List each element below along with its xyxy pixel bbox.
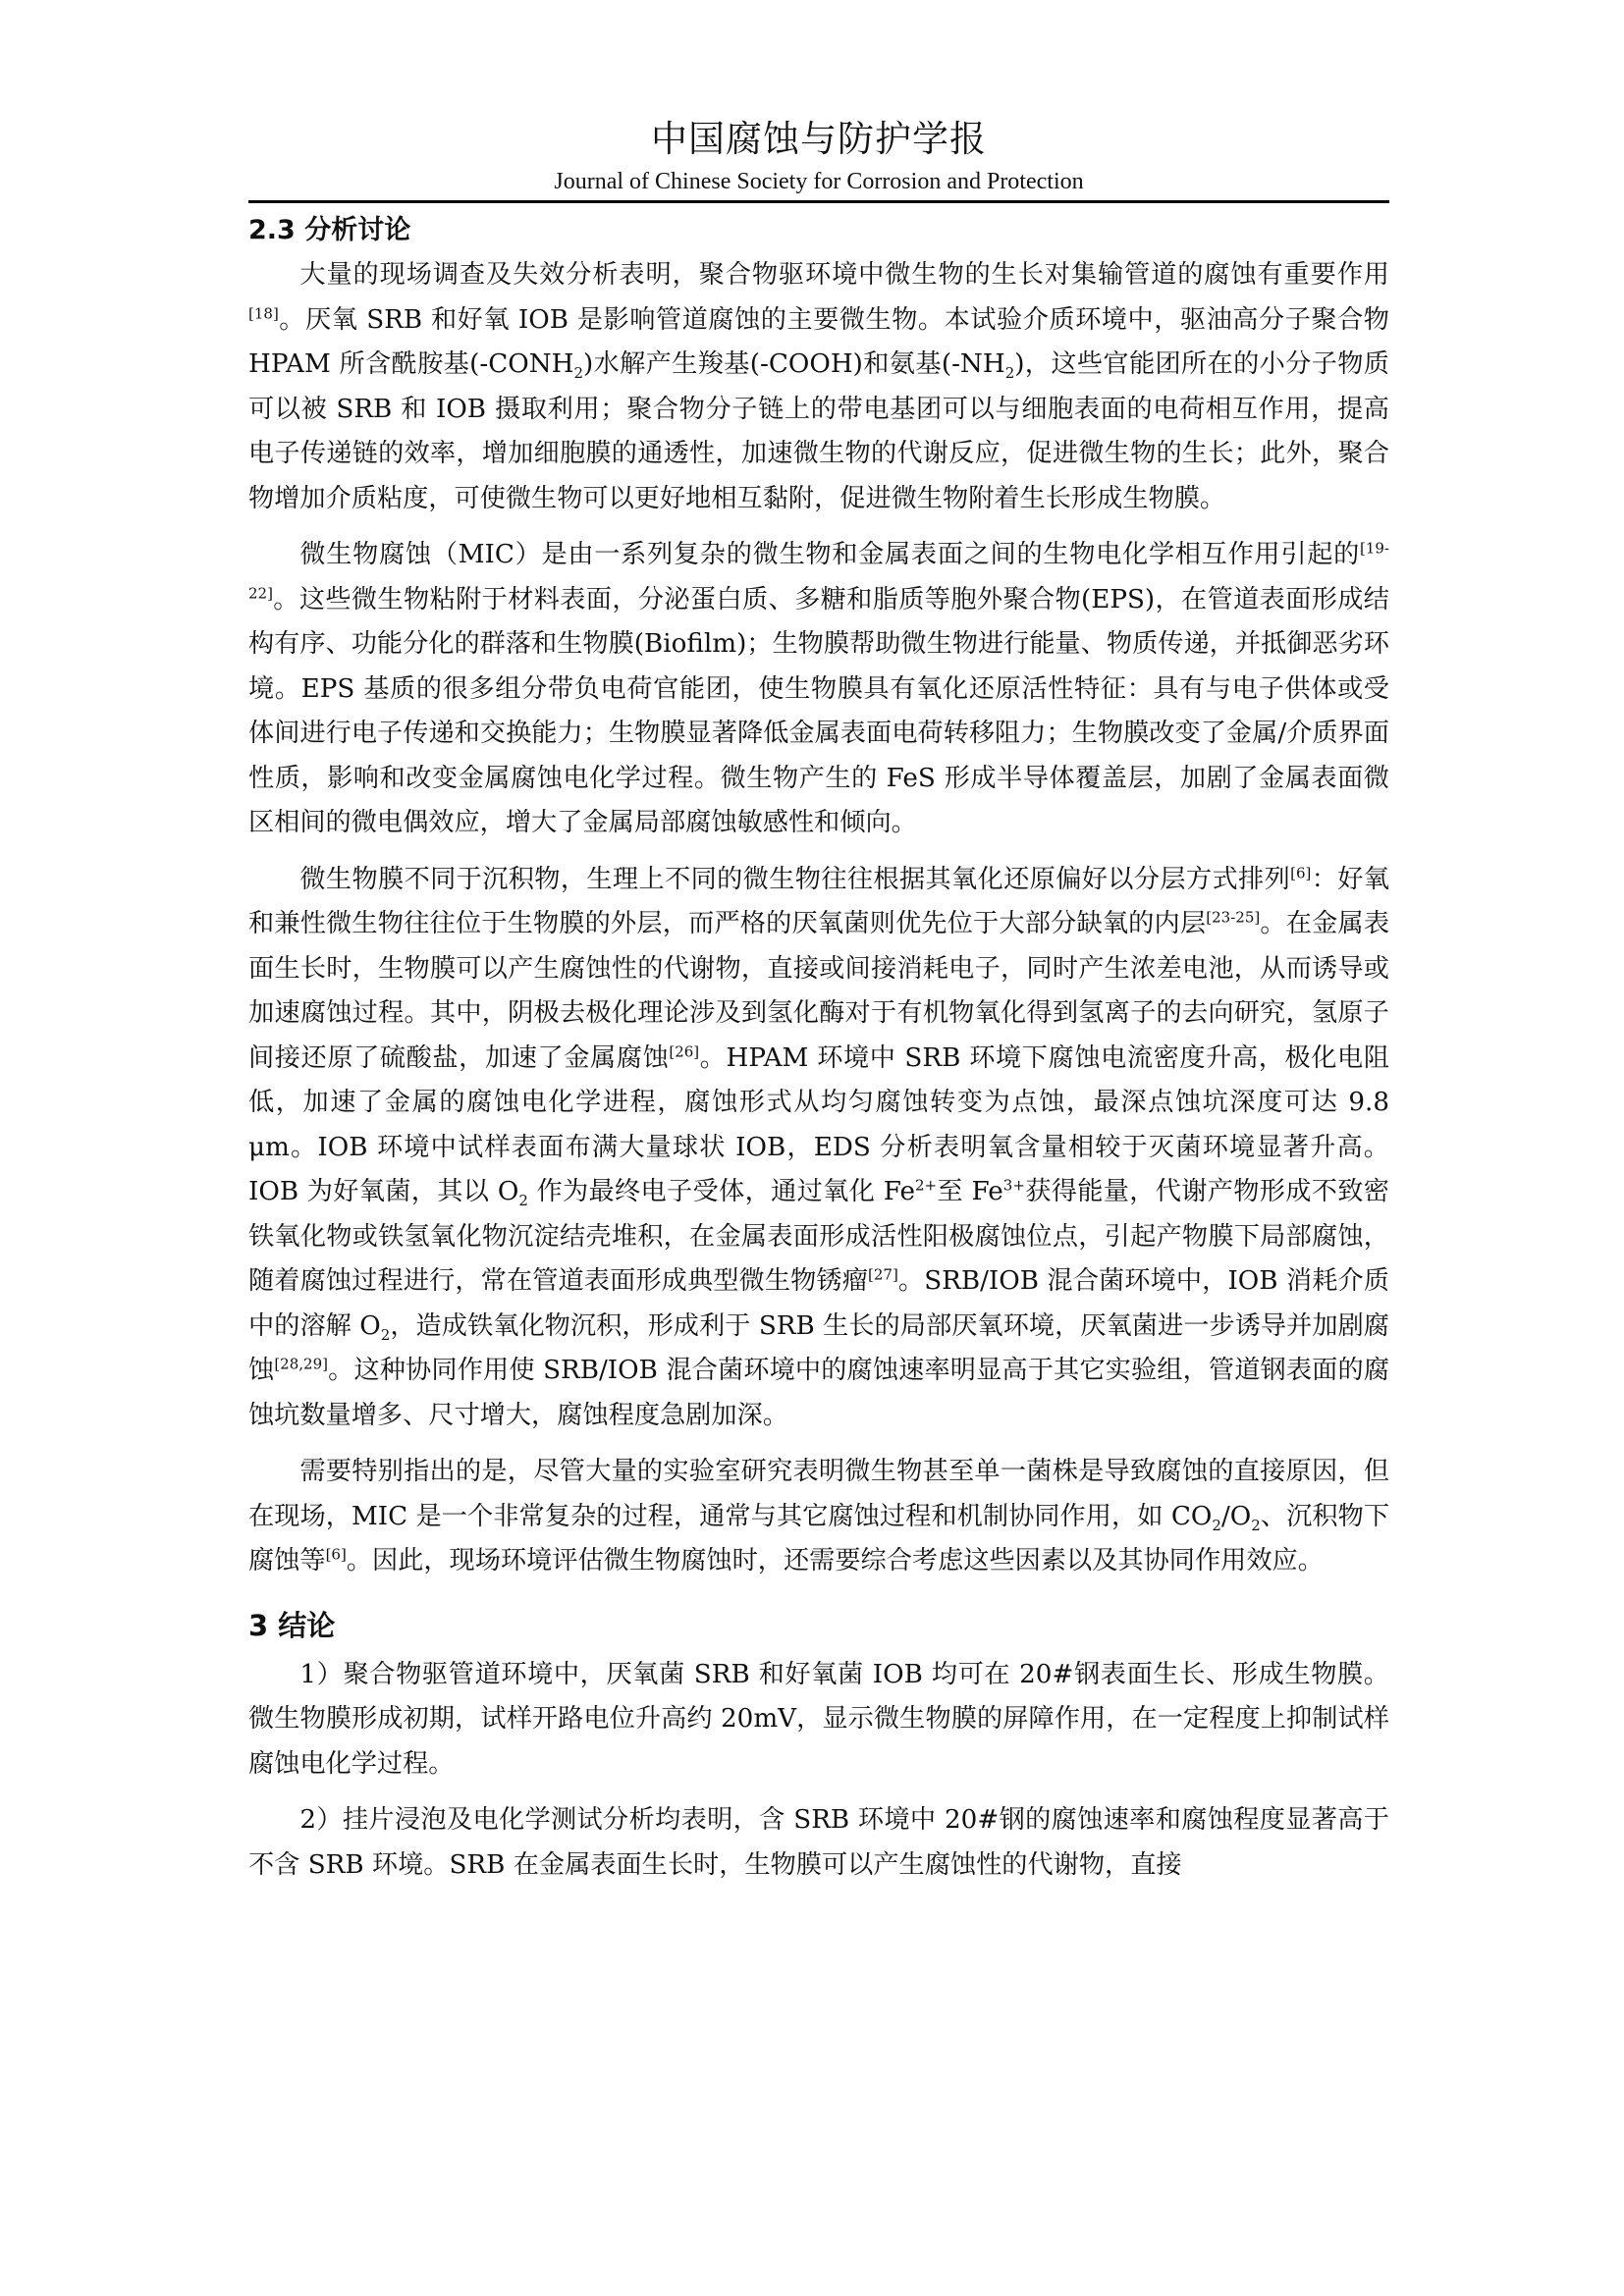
text-run: 。这种协同作用使 SRB/IOB 混合菌环境中的腐蚀速率明显高于其它实验组，管道钢表面的腐蚀坑数量增多、尺寸增大，腐蚀程度急剧加深。 <box>248 1356 1390 1430</box>
citation: [19-22] <box>248 539 1389 602</box>
text-run: 。这些微生物粘附于材料表面，分泌蛋白质、多糖和脂质等胞外聚合物(EPS)，在管道表面形成结构有序、功能分化的群落和生物膜(Biofilm)；生物膜帮助微生物进行能量、物质传递，并抵御恶劣环境。EPS 基质的很多组分带负电荷官能团，使生物膜具有氧化还原活性特征：具有与电子供体或受体间进行电子传递和交换能力；生物膜显著降低金属表面电荷转移阻力；生物膜改变了金属/介质界面性质，影响和改变金属腐蚀电化学过程。微生物产生的 FeS 形成半导体覆盖层，加剧了金属表面微区相间的微电偶效应，增大了金属局部腐蚀敏感性和倾向。 <box>248 584 1389 837</box>
text-run: 微生物膜不同于沉积物，生理上不同的微生物往往根据其氧化还原偏好以分层方式排列 <box>299 864 1291 894</box>
subscript: 2 <box>1251 1516 1261 1534</box>
citation: [23-25] <box>1206 908 1261 927</box>
journal-title-english: Journal of Chinese Society for Corrosion and Protection <box>554 169 1084 194</box>
citation: [6] <box>325 1545 347 1564</box>
journal-title-chinese: 中国腐蚀与防护学报 <box>651 118 987 160</box>
subscript: 2 <box>380 1325 391 1344</box>
citation: [28,29] <box>274 1355 328 1373</box>
paragraph-4 <box>248 1450 1389 1584</box>
text-run: )，这些官能团所在的小分子物质可以被 SRB 和 IOB 摄取利用；聚合物分子链上的带电基团可以与细胞表面的电荷相互作用，提高电子传递链的效率，增加细胞膜的通透性，加速微生物的代谢反应，促进微生物的生长；此外，聚合物增加介质粘度，可使微生物可以更好地相互黏附，促进微生物附着生长形成生物膜。 <box>248 349 1389 513</box>
subscript: 2 <box>573 364 584 383</box>
text-run: ：好氧和兼性微生物往往位于生物膜的外层，而严格的厌氧菌则优先位于大部分缺氧的内层 <box>248 864 1390 938</box>
text-run: ，造成铁氧化物沉积，形成利于 SRB 生长的局部厌氧环境，厌氧菌进一步诱导并加剧腐蚀 <box>248 1310 1389 1385</box>
superscript: 2+ <box>914 1176 938 1195</box>
section-heading-2-3: 2.3 分析讨论 <box>248 215 411 245</box>
subscript: 2 <box>518 1192 528 1210</box>
text-run: 微生物腐蚀（MIC）是由一系列复杂的微生物和金属表面之间的生物电化学相互作用引起的 <box>299 540 1360 569</box>
text-run: 获得能量，代谢产物形成不致密铁氧化物或铁氢氧化物沉淀结壳堆积，在金属表面形成活性阳极腐蚀位点，引起产物膜下局部腐蚀，随着腐蚀过程进行，常在管道表面形成典型微生物锈瘤 <box>248 1177 1389 1296</box>
section-heading-3: 3 结论 <box>248 1608 336 1642</box>
header-rule <box>248 200 1389 203</box>
text-run: )水解产生羧基(-COOH)和氨基(-NH <box>583 349 1005 379</box>
text-run: 。因此，现场环境评估微生物腐蚀时，还需要综合考虑这些因素以及其协同作用效应。 <box>346 1546 1324 1575</box>
citation: [27] <box>868 1265 898 1284</box>
superscript: 3+ <box>1002 1176 1025 1195</box>
text-run: 、沉积物下腐蚀等 <box>248 1501 1389 1575</box>
subscript: 2 <box>1004 364 1015 383</box>
conclusion-1: 1）聚合物驱管道环境中，厌氧菌 SRB 和好氧菌 IOB 均可在 20#钢表面生长、形成生物膜。微生物膜形成初期，试样开路电位升高约 20mV，显示微生物膜的屏障作用，在一定程度上抑制试样腐蚀电化学过程。 <box>248 1659 1389 1779</box>
text-run: 。SRB/IOB 混合菌环境中，IOB 消耗介质中的溶解 O <box>248 1266 1389 1341</box>
paragraph-2 <box>248 533 1389 846</box>
citation: [26] <box>669 1041 700 1060</box>
paper-body <box>248 208 1389 1888</box>
citation: [18] <box>248 303 279 322</box>
text-run: 作为最终电子受体，通过氧化 Fe <box>527 1177 915 1206</box>
text-run: 。HPAM 环境中 SRB 环境下腐蚀电流密度升高，极化电阻低，加速了金属的腐蚀电化学进程，腐蚀形式从均匀腐蚀转变为点蚀，最深点蚀坑深度可达 9.8 μm。IOB 环境中试样表面布满大量球状 IOB，EDS 分析表明氧含量相较于灭菌环境显著升高。IOB 为好氧菌，其以 O <box>248 1042 1390 1206</box>
citation: [6] <box>1290 863 1312 881</box>
journal-header <box>248 114 1389 198</box>
text-run: 至 Fe <box>937 1177 1003 1206</box>
text-run: 。在金属表面生长时，生物膜可以产生腐蚀性的代谢物，直接或间接消耗电子，同时产生浓差电池，从而诱导或加速腐蚀过程。其中，阴极去极化理论涉及到氢化酶对于有机物氧化得到氢离子的去向研究，氢原子间接还原了硫酸盐，加速了金属腐蚀 <box>248 909 1390 1073</box>
text-run: 大量的现场调查及失效分析表明，聚合物驱环境中微生物的生长对集输管道的腐蚀有重要作用 <box>299 260 1389 290</box>
subscript: 2 <box>1212 1516 1221 1534</box>
text-run: /O <box>1220 1501 1252 1531</box>
paragraph-3 <box>248 858 1389 1439</box>
conclusion-2: 2）挂片浸泡及电化学测试分析均表明，含 SRB 环境中 20#钢的腐蚀速率和腐蚀程度显著高于不含 SRB 环境。SRB 在金属表面生长时，生物膜可以产生腐蚀性的代谢物，直接 <box>248 1805 1389 1880</box>
paragraph-1 <box>248 253 1389 521</box>
text-run: 需要特别指出的是，尽管大量的实验室研究表明微生物甚至单一菌株是导致腐蚀的直接原因，但在现场，MIC 是一个非常复杂的过程，通常与其它腐蚀过程和机制协同作用，如 CO <box>248 1457 1389 1531</box>
text-run: 。厌氧 SRB 和好氧 IOB 是影响管道腐蚀的主要微生物。本试验介质环境中，驱油高分子聚合物 HPAM 所含酰胺基(-CONH <box>248 304 1389 379</box>
